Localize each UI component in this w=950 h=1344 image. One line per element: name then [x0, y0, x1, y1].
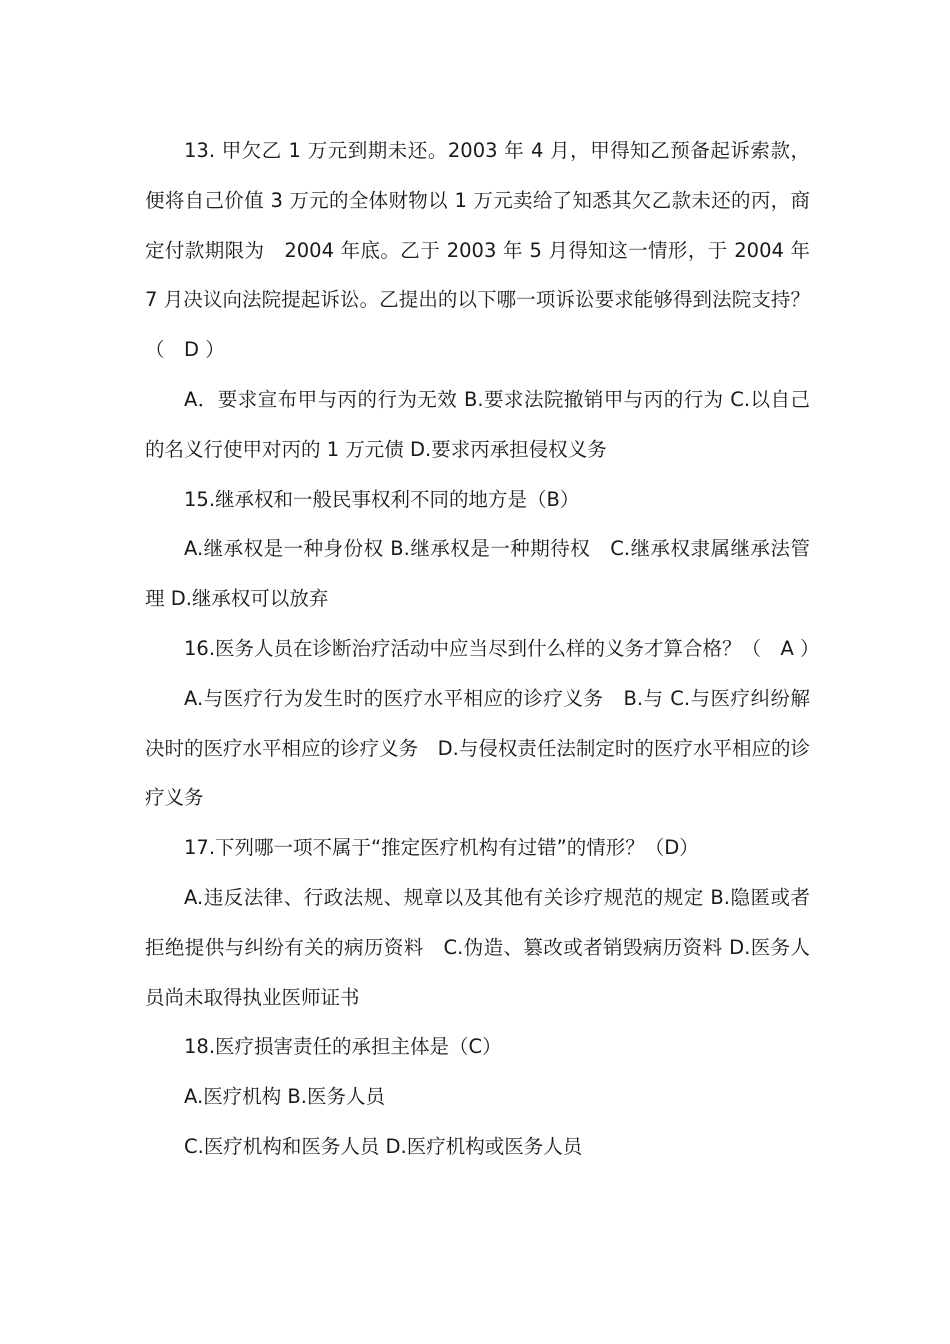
question-15-text: 15.继承权和一般民事权利不同的地方是（B） — [184, 487, 580, 511]
question-16-options: A.与医疗行为发生时的医疗水平相应的诊疗义务 B.与 C.与医疗纠纷解决时的医疗水平相应的诊疗义务 D.与侵权责任法制定时的医疗水平相应的诊疗义务 — [145, 686, 810, 810]
document-body — [145, 126, 820, 1172]
question-16-text: 16.医务人员在诊断治疗活动中应当尽到什么样的义务才算合格？（ A ） — [184, 636, 820, 660]
question-18-options-line-1: A.医疗机构 B.医务人员 — [184, 1085, 385, 1109]
question-18-text: 18.医疗损害责任的承担主体是（C） — [184, 1035, 502, 1059]
question-17-text: 17.下列哪一项不属于“推定医疗机构有过错”的情形？（D） — [184, 836, 699, 860]
question-15-options: A.继承权是一种身份权 B.继承权是一种期待权 C.继承权隶属继承法管理 D.继承权可以放弃 — [145, 537, 810, 611]
question-13-text: 13. 甲欠乙 1 万元到期未还。2003 年 4 月，甲得知乙预备起诉索款，便将自己价值 3 万元的全体财物以 1 万元卖给了知悉其欠乙款未还的丙，商定付款期限为 2004 年底。乙于 2003 年 5 月得知这一情形，于 2004 年 7 月决议向法院提起诉讼。乙提出的以下哪一项诉讼要求能够得到法院支持？（ D ） — [145, 139, 810, 362]
question-17-options: A.违反法律、行政法规、规章以及其他有关诊疗规范的规定 B.隐匿或者拒绝提供与纠纷有关的病历资料 C.伪造、篡改或者销毁病历资料 D.医务人员尚未取得执业医师证书 — [145, 885, 810, 1009]
question-13-options: A．要求宣布甲与丙的行为无效 B.要求法院撤销甲与丙的行为 C.以自己的名义行使甲对丙的 1 万元债 D.要求丙承担侵权义务 — [145, 387, 810, 461]
question-18-options-line-2: C.医疗机构和医务人员 D.医疗机构或医务人员 — [184, 1134, 583, 1158]
